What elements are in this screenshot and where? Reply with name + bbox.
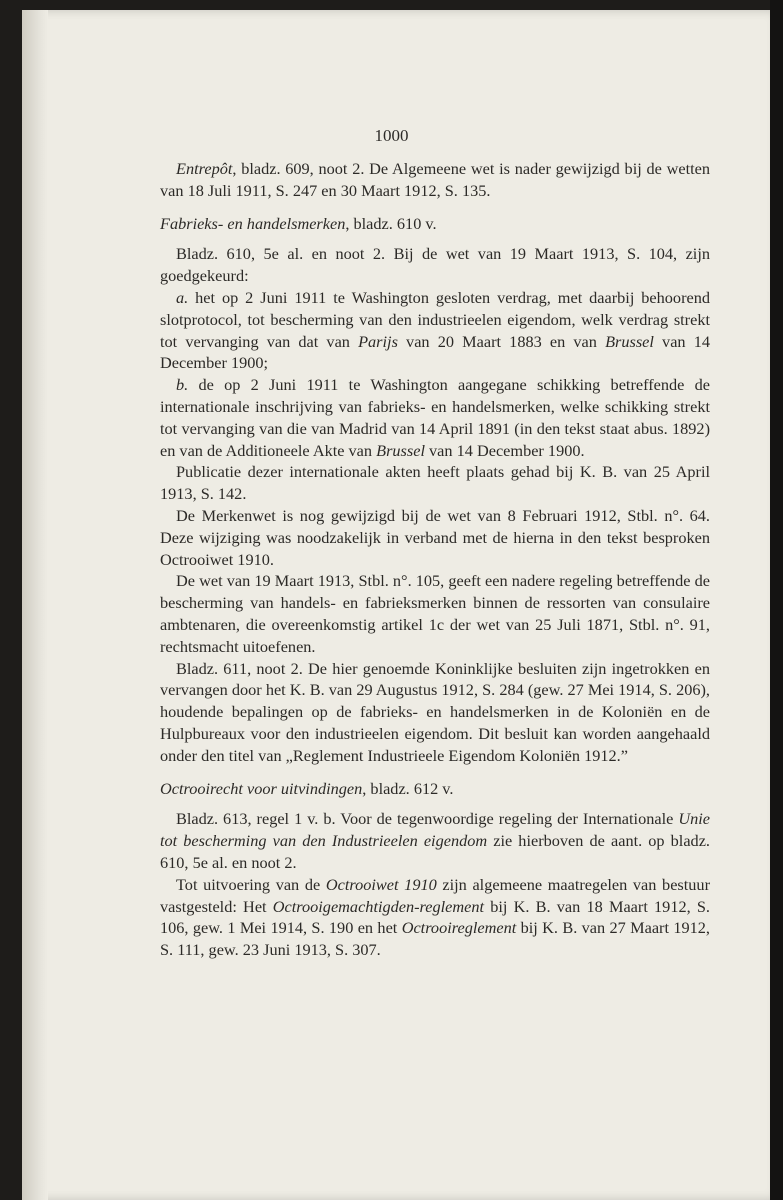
page-number: 1000 [374, 126, 409, 145]
entry-entrepot: Entrepôt, bladz. 609, noot 2. De Algemeene wet is nader gewijzigd bij de wetten van 18 Juli 1911, S. 247 en 30 Maart 1912, S. 135. [160, 159, 710, 200]
page-body [160, 158, 710, 961]
entry-fabrieks: Fabrieks- en handelsmerken, bladz. 610 v. [160, 213, 437, 233]
entry-title: Entrepôt [176, 159, 233, 178]
paragraph-wet-1913: De wet van 19 Maart 1913, Stbl. n°. 105, geeft een nadere regeling betreffende de bescherming van handels- en fabrieksmerken binnen de ressorten van consulaire ambtenaren, die overeenkomstig artikel 1c der wet van 25 Juli 1871, Stbl. n°. 91, rechtsmacht uitoefenen. [160, 571, 710, 656]
paragraph-uitvoering: Tot uitvoering van de Octrooiwet 1910 zijn algemeene maatregelen van bestuur vastgesteld: Het Octrooigemachtigden-reglement bij K. B. van 18 Maart 1912, S. 106, gew. 1 Mei 1914, S. 190 en het Octrooireglement bij K. B. van 27 Maart 1912, S. 111, gew. 23 Juni 1913, S. 307. [160, 874, 710, 960]
page-edge [770, 0, 783, 1200]
paragraph-bladz-611: Bladz. 611, noot 2. De hier genoemde Koninklijke besluiten zijn ingetrokken en vervangen door het K. B. van 29 Augustus 1912, S. 284 (gew. 27 Mei 1914, S. 206), houdende bepalingen op de fabrieks- en handelsmerken in de Koloniën en de Hulpbureaux voor den industrieelen eigendom. Dit besluit kan worden aangehaald onder den titel van „Reglement Industrieele Eigendom Koloniën 1912.” [160, 658, 710, 765]
entry-title: Octrooirecht voor uitvindingen [160, 778, 363, 798]
list-item-a: a. het op 2 Juni 1911 te Washington gesloten verdrag, met daarbij behoorend slotprotocol, tot bescherming van den industrieelen eigendom, welk verdrag strekt tot vervanging van dat van Parijs van 20 Maart 1883 en van Brussel van 14 December 1900; [160, 287, 710, 373]
entry-title: Fabrieks- en handelsmerken [160, 213, 346, 233]
page-gutter [22, 10, 48, 1200]
entry-octrooirecht: Octrooirecht voor uitvindingen, bladz. 612 v. [160, 778, 454, 798]
paragraph-merkenwet: De Merkenwet is nog gewijzigd bij de wet van 8 Februari 1912, Stbl. n°. 64. Deze wijziging was noodzakelijk in verband met de hierna in den tekst besproken Octrooiwet 1910. [160, 505, 710, 569]
paragraph-bladz-613: Bladz. 613, regel 1 v. b. Voor de tegenwoordige regeling der Internationale Unie tot bescherming van den Industrieelen eigendom zie hierboven de aant. op bladz. 610, 5e al. en noot 2. [160, 809, 710, 872]
paragraph-bladz-610: Bladz. 610, 5e al. en noot 2. Bij de wet van 19 Maart 1913, S. 104, zijn goedgekeurd: [160, 244, 710, 286]
list-item-b: b. de op 2 Juni 1911 te Washington aangegane schikking betreffende de internationale inschrijving van fabrieks- en handelsmerken, welke schikking strekt tot vervanging van die van Madrid van 14 April 1891 (in den tekst staat abus. 1892) en van de Additioneele Akte van Brussel van 14 December 1900. [160, 375, 710, 460]
paragraph-publicatie: Publicatie dezer internationale akten heeft plaats gehad bij K. B. van 25 April 1913, S. 142. [160, 462, 710, 504]
